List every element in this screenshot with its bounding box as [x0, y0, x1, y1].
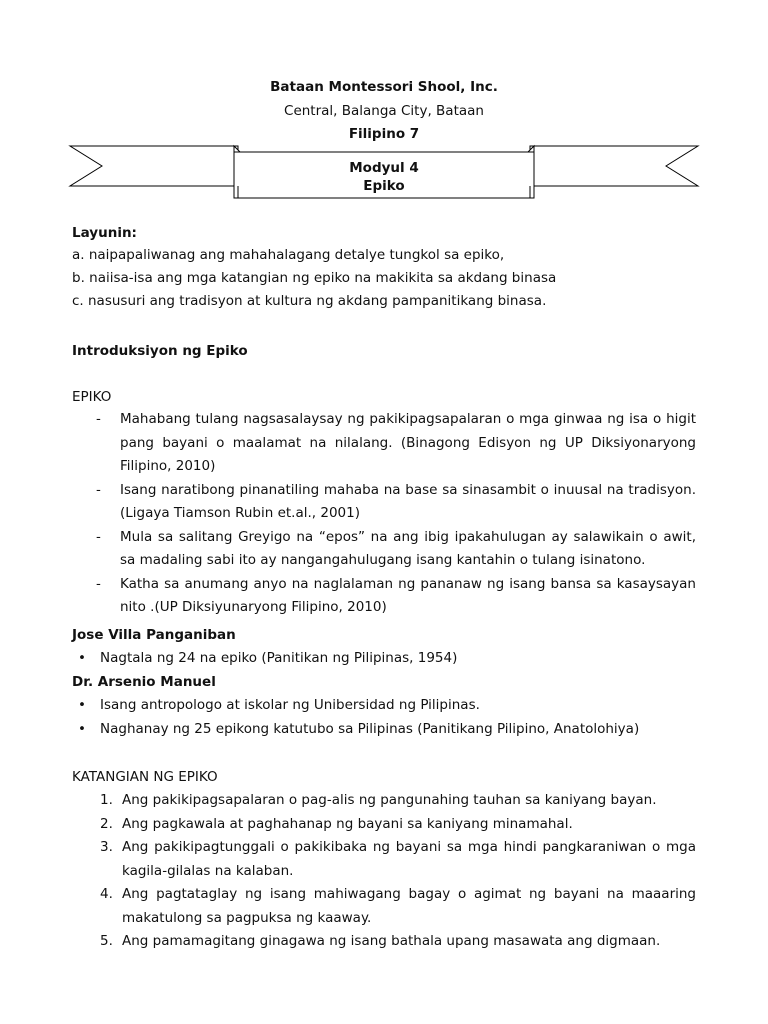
- ribbon-left-tail: [70, 146, 238, 186]
- list-item: [76, 647, 696, 671]
- list-item-text: Ang pakikipagsapalaran o pag-alis ng pangunahing tauhan sa kaniyang bayan.: [122, 792, 657, 808]
- dash-marker: -: [96, 481, 101, 498]
- list-item-text: Ang pamamagitang ginagawa ng isang bathala upang masawata ang digmaan.: [122, 933, 661, 949]
- intro-heading: Introduksiyon ng Epiko: [72, 343, 248, 359]
- definition-text: Mula sa salitang Greyigo na “epos” na ang ibig ipakahulugan ay salawikain o awit, sa madaling sabi ito ay nangangahulugang isang kantahin o tulang isinatono.: [120, 528, 696, 568]
- jose-list: [76, 647, 696, 671]
- list-number: 3.: [100, 839, 113, 855]
- definition-text: Isang naratibong pinanatiling mahaba na base sa sinasambit o inuusal na tradisyon. (Ligaya Tiamson Rubin et.al., 2001): [120, 481, 696, 521]
- jose-heading: Jose Villa Panganiban: [72, 627, 236, 643]
- bullet-marker: •: [78, 650, 86, 666]
- list-item: [100, 930, 696, 954]
- list-item-text: Ang pagkawala at paghahanap ng bayani sa kaniyang minamahal.: [122, 815, 573, 832]
- epiko-heading: EPIKO: [72, 389, 112, 405]
- list-item-text: Naghanay ng 25 epikong katutubo sa Pilipinas (Panitikang Pilipino, Anatolohiya): [100, 720, 640, 737]
- ribbon-right-tail: [530, 146, 698, 186]
- school-location: Central, Balanga City, Bataan: [284, 103, 484, 119]
- list-item: [100, 836, 696, 883]
- list-item-text: Ang pakikipagtunggali o pakikibaka ng bayani sa mga hindi pangkaraniwan o mga kagila-gilalas na kalaban.: [122, 839, 696, 879]
- list-item: [100, 789, 696, 813]
- dash-marker: -: [96, 575, 101, 592]
- katangian-heading: KATANGIAN NG EPIKO: [72, 769, 218, 785]
- objective-item: a. naipapaliwanag ang mahahalagang detalye tungkol sa epiko,: [72, 247, 505, 263]
- definition-item: [96, 479, 696, 526]
- epiko-definitions: [96, 408, 696, 620]
- list-item: [76, 694, 696, 718]
- list-item: [100, 883, 696, 930]
- arsenio-heading: Dr. Arsenio Manuel: [72, 674, 216, 690]
- objectives-heading: Layunin:: [72, 225, 137, 241]
- list-item: [76, 718, 696, 742]
- definition-text: Katha sa anumang anyo na naglalaman ng pananaw ng isang bansa sa kasaysayan nito .(UP Diksiyunaryong Filipino, 2010): [120, 575, 696, 615]
- list-item-text: Isang antropologo at iskolar ng Unibersidad ng Pilipinas.: [100, 697, 480, 713]
- definition-item: [96, 408, 696, 479]
- list-item-text: Ang pagtataglay ng isang mahiwagang bagay o agimat ng bayani na maaaring makatulong sa pagpuksa ng kaaway.: [122, 886, 696, 926]
- definition-item: [96, 573, 696, 620]
- module-topic: Epiko: [363, 178, 405, 194]
- subject-title: Filipino 7: [348, 126, 420, 142]
- list-number: 1.: [100, 792, 113, 808]
- definition-item: [96, 526, 696, 573]
- list-item-text: Nagtala ng 24 na epiko (Panitikan ng Pilipinas, 1954): [100, 650, 458, 666]
- list-number: 5.: [100, 933, 113, 949]
- list-number: 2.: [100, 815, 113, 832]
- list-item: [100, 813, 696, 837]
- list-number: 4.: [100, 886, 113, 902]
- bullet-marker: •: [78, 697, 86, 713]
- katangian-list: [100, 789, 696, 954]
- dash-marker: -: [96, 528, 101, 545]
- objective-item: c. nasusuri ang tradisyon at kultura ng akdang pampanitikang binasa.: [72, 293, 547, 309]
- arsenio-list: [76, 694, 696, 741]
- dash-marker: -: [96, 411, 101, 427]
- module-number: Modyul 4: [349, 160, 419, 176]
- objective-item: b. naiisa-isa ang mga katangian ng epiko na makikita sa akdang binasa: [72, 270, 557, 286]
- bullet-marker: •: [78, 720, 86, 737]
- school-name: Bataan Montessori Shool, Inc.: [270, 79, 498, 95]
- definition-text: Mahabang tulang nagsasalaysay ng pakikipagsapalaran o mga ginwaa ng isa o higit pang bayani o maalamat na nilalang. (Binagong Edisyon ng UP Diksiyonaryong Filipino, 2010): [120, 411, 696, 474]
